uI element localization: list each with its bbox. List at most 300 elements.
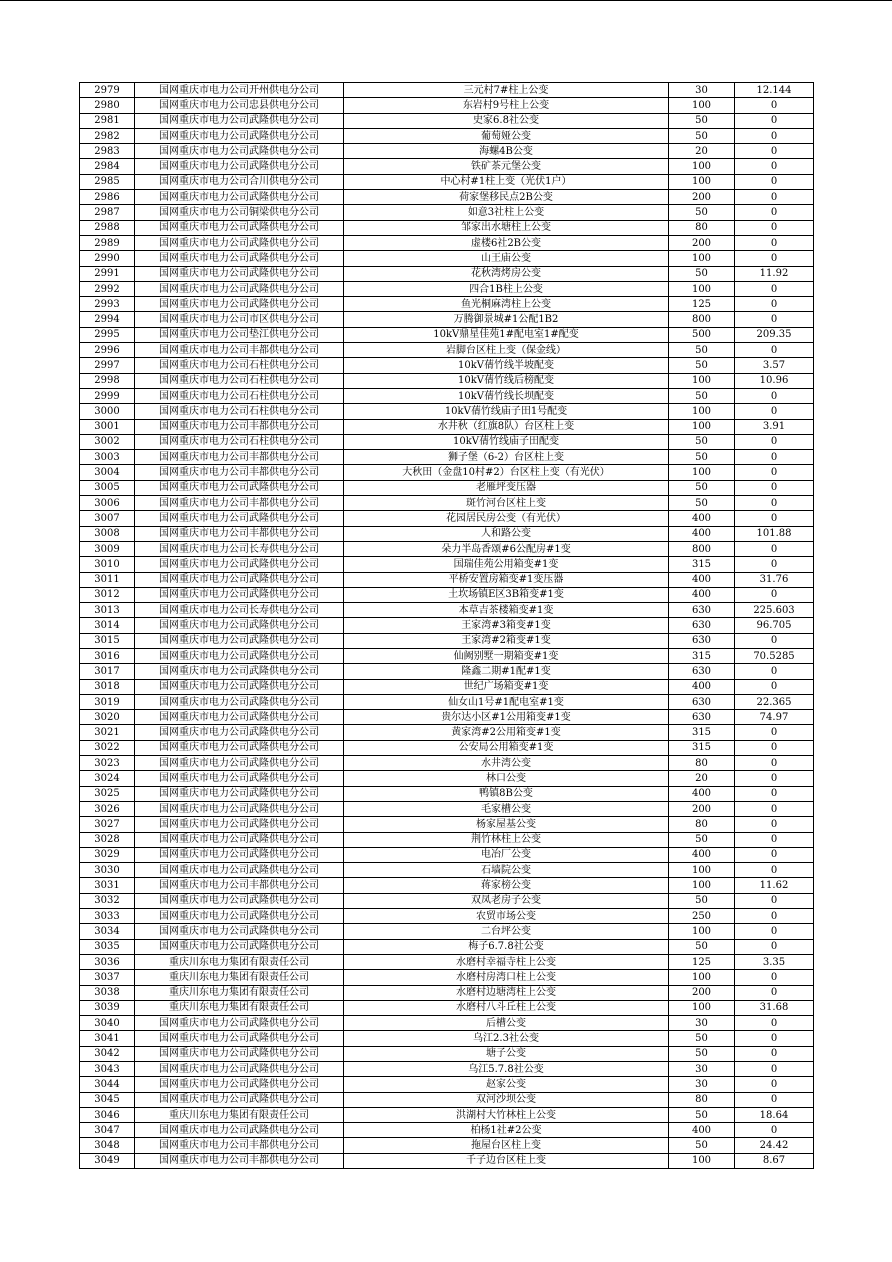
- transformer-name-cell: 林口公变: [344, 771, 669, 786]
- transformer-name-cell: 双河沙坝公变: [344, 1092, 669, 1107]
- value-cell: 0: [735, 220, 814, 235]
- value-cell: 0: [735, 541, 814, 556]
- capacity-cell: 630: [669, 633, 735, 648]
- company-cell: 国网重庆市电力公司丰都供电分公司: [135, 1138, 344, 1153]
- capacity-cell: 800: [669, 541, 735, 556]
- company-cell: 国网重庆市电力公司丰都供电分公司: [135, 1153, 344, 1168]
- capacity-cell: 50: [669, 358, 735, 373]
- row-number-cell: 3041: [80, 1031, 135, 1046]
- capacity-cell: 50: [669, 832, 735, 847]
- table-row: [80, 526, 814, 541]
- company-cell: 国网重庆市电力公司武隆供电分公司: [135, 1031, 344, 1046]
- capacity-cell: 315: [669, 725, 735, 740]
- value-cell: 0: [735, 450, 814, 465]
- capacity-cell: 30: [669, 83, 735, 98]
- table-row: [80, 710, 814, 725]
- table-row: [80, 511, 814, 526]
- table-row: [80, 893, 814, 908]
- row-number-cell: 3030: [80, 863, 135, 878]
- company-cell: 国网重庆市电力公司武隆供电分公司: [135, 281, 344, 296]
- company-cell: 国网重庆市电力公司合川供电分公司: [135, 174, 344, 189]
- value-cell: 12.144: [735, 83, 814, 98]
- row-number-cell: 2987: [80, 205, 135, 220]
- capacity-cell: 100: [669, 159, 735, 174]
- row-number-cell: 3037: [80, 970, 135, 985]
- company-cell: 国网重庆市电力公司武隆供电分公司: [135, 1077, 344, 1092]
- transformer-name-cell: 双凤老房子公变: [344, 893, 669, 908]
- transformer-name-cell: 平桥安置房箱变#1变压器: [344, 572, 669, 587]
- transformer-name-cell: 水磨村八斗丘柱上公变: [344, 1000, 669, 1015]
- value-cell: 22.365: [735, 694, 814, 709]
- value-cell: 0: [735, 771, 814, 786]
- table-row: [80, 603, 814, 618]
- value-cell: 0: [735, 113, 814, 128]
- value-cell: 0: [735, 725, 814, 740]
- value-cell: 0: [735, 847, 814, 862]
- transformer-name-cell: 邹家出水塘柱上公变: [344, 220, 669, 235]
- capacity-cell: 100: [669, 1153, 735, 1168]
- row-number-cell: 3012: [80, 587, 135, 602]
- row-number-cell: 3003: [80, 450, 135, 465]
- table-row: [80, 1107, 814, 1122]
- table-row: [80, 343, 814, 358]
- value-cell: 31.76: [735, 572, 814, 587]
- value-cell: 0: [735, 756, 814, 771]
- transformer-name-cell: 二台坪公变: [344, 924, 669, 939]
- value-cell: 24.42: [735, 1138, 814, 1153]
- value-cell: 0: [735, 801, 814, 816]
- table-row: [80, 465, 814, 480]
- company-cell: 国网重庆市电力公司丰都供电分公司: [135, 450, 344, 465]
- table-row: [80, 633, 814, 648]
- table-row: [80, 113, 814, 128]
- value-cell: 0: [735, 909, 814, 924]
- company-cell: 国网重庆市电力公司丰都供电分公司: [135, 419, 344, 434]
- row-number-cell: 3007: [80, 511, 135, 526]
- value-cell: 0: [735, 587, 814, 602]
- capacity-cell: 50: [669, 939, 735, 954]
- transformer-name-cell: 电冶厂公变: [344, 847, 669, 862]
- transformer-name-cell: 朵力半岛香颂#6公配房#1变: [344, 541, 669, 556]
- table-row: [80, 327, 814, 342]
- company-cell: 重庆川东电力集团有限责任公司: [135, 970, 344, 985]
- row-number-cell: 2983: [80, 144, 135, 159]
- transformer-name-cell: 四合1B柱上公变: [344, 281, 669, 296]
- table-row: [80, 694, 814, 709]
- row-number-cell: 3043: [80, 1062, 135, 1077]
- value-cell: 0: [735, 496, 814, 511]
- transformer-name-cell: 隆鑫二期#1配#1变: [344, 664, 669, 679]
- company-cell: 国网重庆市电力公司武隆供电分公司: [135, 664, 344, 679]
- table-row: [80, 144, 814, 159]
- company-cell: 国网重庆市电力公司长寿供电分公司: [135, 603, 344, 618]
- capacity-cell: 125: [669, 297, 735, 312]
- transformer-name-cell: 王家湾#3箱变#1变: [344, 618, 669, 633]
- capacity-cell: 80: [669, 817, 735, 832]
- value-cell: 10.96: [735, 373, 814, 388]
- value-cell: 8.67: [735, 1153, 814, 1168]
- company-cell: 国网重庆市电力公司武隆供电分公司: [135, 633, 344, 648]
- transformer-name-cell: 如意3社柱上公变: [344, 205, 669, 220]
- value-cell: 0: [735, 388, 814, 403]
- value-cell: 0: [735, 924, 814, 939]
- company-cell: 国网重庆市电力公司武隆供电分公司: [135, 113, 344, 128]
- transformer-name-cell: 老雁坪变压器: [344, 480, 669, 495]
- table-row: [80, 847, 814, 862]
- transformer-name-cell: 狮子堡（6-2）台区柱上变: [344, 450, 669, 465]
- transformer-name-cell: 贵尔达小区#1公用箱变#1变: [344, 710, 669, 725]
- company-cell: 国网重庆市电力公司武隆供电分公司: [135, 740, 344, 755]
- row-number-cell: 2994: [80, 312, 135, 327]
- row-number-cell: 3045: [80, 1092, 135, 1107]
- capacity-cell: 50: [669, 1046, 735, 1061]
- row-number-cell: 3036: [80, 954, 135, 969]
- capacity-cell: 100: [669, 404, 735, 419]
- company-cell: 国网重庆市电力公司铜梁供电分公司: [135, 205, 344, 220]
- row-number-cell: 3024: [80, 771, 135, 786]
- row-number-cell: 2986: [80, 190, 135, 205]
- capacity-cell: 50: [669, 113, 735, 128]
- value-cell: 0: [735, 1123, 814, 1138]
- company-cell: 国网重庆市电力公司武隆供电分公司: [135, 144, 344, 159]
- table-row: [80, 1062, 814, 1077]
- transformer-name-cell: 洪湖村大竹林柱上公变: [344, 1107, 669, 1122]
- company-cell: 国网重庆市电力公司武隆供电分公司: [135, 756, 344, 771]
- row-number-cell: 2996: [80, 343, 135, 358]
- transformer-name-cell: 10kV蒨竹线庙子田1号配变: [344, 404, 669, 419]
- transformer-name-cell: 仙阙别墅一期箱变#1变: [344, 648, 669, 663]
- capacity-cell: 80: [669, 1092, 735, 1107]
- company-cell: 国网重庆市电力公司武隆供电分公司: [135, 832, 344, 847]
- value-cell: 0: [735, 159, 814, 174]
- capacity-cell: 30: [669, 1077, 735, 1092]
- row-number-cell: 3046: [80, 1107, 135, 1122]
- value-cell: 0: [735, 786, 814, 801]
- table-row: [80, 220, 814, 235]
- value-cell: 101.88: [735, 526, 814, 541]
- table-row: [80, 817, 814, 832]
- capacity-cell: 100: [669, 251, 735, 266]
- value-cell: 0: [735, 863, 814, 878]
- table-row: [80, 404, 814, 419]
- row-number-cell: 3040: [80, 1016, 135, 1031]
- table-row: [80, 312, 814, 327]
- row-number-cell: 3017: [80, 664, 135, 679]
- table-row: [80, 205, 814, 220]
- transformer-name-cell: 斑竹河台区柱上变: [344, 496, 669, 511]
- value-cell: 209.35: [735, 327, 814, 342]
- capacity-cell: 200: [669, 801, 735, 816]
- capacity-cell: 50: [669, 266, 735, 281]
- transformer-name-cell: 东岩村9号柱上公变: [344, 98, 669, 113]
- row-number-cell: 3042: [80, 1046, 135, 1061]
- transformer-name-cell: 葡萄娅公变: [344, 128, 669, 143]
- table-row: [80, 1077, 814, 1092]
- value-cell: 0: [735, 98, 814, 113]
- table-row: [80, 1123, 814, 1138]
- transformer-name-cell: 水磨村幸福寺柱上公变: [344, 954, 669, 969]
- value-cell: 0: [735, 511, 814, 526]
- capacity-cell: 30: [669, 1016, 735, 1031]
- capacity-cell: 315: [669, 557, 735, 572]
- transformer-name-cell: 毛家槽公变: [344, 801, 669, 816]
- table-row: [80, 832, 814, 847]
- capacity-cell: 400: [669, 511, 735, 526]
- capacity-cell: 50: [669, 480, 735, 495]
- value-cell: 0: [735, 480, 814, 495]
- row-number-cell: 3020: [80, 710, 135, 725]
- row-number-cell: 3005: [80, 480, 135, 495]
- value-cell: 0: [735, 404, 814, 419]
- row-number-cell: 3022: [80, 740, 135, 755]
- transformer-name-cell: 本草吉茶楼箱变#1变: [344, 603, 669, 618]
- company-cell: 重庆川东电力集团有限责任公司: [135, 985, 344, 1000]
- table-row: [80, 756, 814, 771]
- company-cell: 国网重庆市电力公司武隆供电分公司: [135, 909, 344, 924]
- transformer-name-cell: 荷家堡移民点2B公变: [344, 190, 669, 205]
- table-row: [80, 450, 814, 465]
- company-cell: 国网重庆市电力公司武隆供电分公司: [135, 817, 344, 832]
- capacity-cell: 20: [669, 144, 735, 159]
- value-cell: 0: [735, 939, 814, 954]
- transformer-name-cell: 虚楼6社2B公变: [344, 235, 669, 250]
- table-row: [80, 1153, 814, 1168]
- table-row: [80, 297, 814, 312]
- row-number-cell: 3033: [80, 909, 135, 924]
- transformer-name-cell: 10kV蒨竹线半坡配变: [344, 358, 669, 373]
- value-cell: 0: [735, 128, 814, 143]
- capacity-cell: 50: [669, 893, 735, 908]
- value-cell: 18.64: [735, 1107, 814, 1122]
- transformer-name-cell: 水磨村房湾口柱上公变: [344, 970, 669, 985]
- transformer-name-cell: 王家湾#2箱变#1变: [344, 633, 669, 648]
- row-number-cell: 2990: [80, 251, 135, 266]
- row-number-cell: 2984: [80, 159, 135, 174]
- table-row: [80, 358, 814, 373]
- page-top-border: [0, 0, 892, 1]
- table-row: [80, 251, 814, 266]
- row-number-cell: 2980: [80, 98, 135, 113]
- table-row: [80, 771, 814, 786]
- value-cell: 0: [735, 465, 814, 480]
- value-cell: 0: [735, 144, 814, 159]
- row-number-cell: 2988: [80, 220, 135, 235]
- capacity-cell: 50: [669, 205, 735, 220]
- row-number-cell: 3002: [80, 434, 135, 449]
- table-row: [80, 924, 814, 939]
- transformer-name-cell: 杨家屋基公变: [344, 817, 669, 832]
- capacity-cell: 50: [669, 1107, 735, 1122]
- transformer-name-cell: 乌江5.7.8社公变: [344, 1062, 669, 1077]
- table-row: [80, 98, 814, 113]
- transformer-name-cell: 乌江2.3社公变: [344, 1031, 669, 1046]
- row-number-cell: 3044: [80, 1077, 135, 1092]
- capacity-cell: 630: [669, 694, 735, 709]
- value-cell: 70.5285: [735, 648, 814, 663]
- value-cell: 0: [735, 832, 814, 847]
- value-cell: 0: [735, 985, 814, 1000]
- capacity-cell: 200: [669, 190, 735, 205]
- capacity-cell: 500: [669, 327, 735, 342]
- table-row: [80, 679, 814, 694]
- row-number-cell: 2981: [80, 113, 135, 128]
- table-row: [80, 373, 814, 388]
- value-cell: 0: [735, 557, 814, 572]
- capacity-cell: 400: [669, 587, 735, 602]
- transformer-name-cell: 岩脚台区柱上变（保金线）: [344, 343, 669, 358]
- company-cell: 国网重庆市电力公司石柱供电分公司: [135, 434, 344, 449]
- company-cell: 重庆川东电力集团有限责任公司: [135, 1000, 344, 1015]
- table-row: [80, 648, 814, 663]
- capacity-cell: 630: [669, 603, 735, 618]
- value-cell: 0: [735, 434, 814, 449]
- value-cell: 0: [735, 664, 814, 679]
- transformer-name-cell: 10kV鼎星佳苑1#配电室1#配变: [344, 327, 669, 342]
- value-cell: 74.97: [735, 710, 814, 725]
- capacity-cell: 50: [669, 343, 735, 358]
- row-number-cell: 3047: [80, 1123, 135, 1138]
- row-number-cell: 2992: [80, 281, 135, 296]
- table-row: [80, 1000, 814, 1015]
- row-number-cell: 2979: [80, 83, 135, 98]
- capacity-cell: 50: [669, 128, 735, 143]
- transformer-name-cell: 山王庙公变: [344, 251, 669, 266]
- company-cell: 国网重庆市电力公司垫江供电分公司: [135, 327, 344, 342]
- value-cell: 0: [735, 1092, 814, 1107]
- capacity-cell: 630: [669, 664, 735, 679]
- capacity-cell: 100: [669, 1000, 735, 1015]
- row-number-cell: 3026: [80, 801, 135, 816]
- row-number-cell: 3009: [80, 541, 135, 556]
- company-cell: 国网重庆市电力公司武隆供电分公司: [135, 1016, 344, 1031]
- row-number-cell: 3021: [80, 725, 135, 740]
- capacity-cell: 400: [669, 786, 735, 801]
- transformer-name-cell: 千子边台区柱上变: [344, 1153, 669, 1168]
- company-cell: 国网重庆市电力公司武隆供电分公司: [135, 710, 344, 725]
- value-cell: 11.92: [735, 266, 814, 281]
- transformer-name-cell: 鸭镇8B公变: [344, 786, 669, 801]
- value-cell: 3.91: [735, 419, 814, 434]
- capacity-cell: 800: [669, 312, 735, 327]
- table-row: [80, 572, 814, 587]
- table-row: [80, 954, 814, 969]
- row-number-cell: 3011: [80, 572, 135, 587]
- table-row: [80, 863, 814, 878]
- company-cell: 国网重庆市电力公司武隆供电分公司: [135, 679, 344, 694]
- company-cell: 重庆川东电力集团有限责任公司: [135, 954, 344, 969]
- value-cell: 0: [735, 281, 814, 296]
- capacity-cell: 400: [669, 526, 735, 541]
- table-row: [80, 801, 814, 816]
- company-cell: 国网重庆市电力公司武隆供电分公司: [135, 648, 344, 663]
- capacity-cell: 400: [669, 572, 735, 587]
- company-cell: 国网重庆市电力公司武隆供电分公司: [135, 297, 344, 312]
- capacity-cell: 200: [669, 235, 735, 250]
- table-row: [80, 190, 814, 205]
- capacity-cell: 20: [669, 771, 735, 786]
- row-number-cell: 3031: [80, 878, 135, 893]
- company-cell: 国网重庆市电力公司武隆供电分公司: [135, 1046, 344, 1061]
- table-row: [80, 159, 814, 174]
- transformer-name-cell: 花秋湾烤房公变: [344, 266, 669, 281]
- company-cell: 国网重庆市电力公司石柱供电分公司: [135, 373, 344, 388]
- table-row: [80, 1138, 814, 1153]
- row-number-cell: 3035: [80, 939, 135, 954]
- row-number-cell: 2993: [80, 297, 135, 312]
- transformer-name-cell: 塘子公变: [344, 1046, 669, 1061]
- transformer-name-cell: 农贸市场公变: [344, 909, 669, 924]
- transformer-name-cell: 水井秋（红旗8队）台区柱上变: [344, 419, 669, 434]
- company-cell: 国网重庆市电力公司开州供电分公司: [135, 83, 344, 98]
- capacity-cell: 400: [669, 1123, 735, 1138]
- transformer-name-cell: 蒋家榜公变: [344, 878, 669, 893]
- capacity-cell: 50: [669, 1138, 735, 1153]
- table-row: [80, 1031, 814, 1046]
- company-cell: 国网重庆市电力公司石柱供电分公司: [135, 404, 344, 419]
- transformer-name-cell: 土坎场镇E区3B箱变#1变: [344, 587, 669, 602]
- transformer-name-cell: 黄家湾#2公用箱变#1变: [344, 725, 669, 740]
- table-row: [80, 266, 814, 281]
- company-cell: 国网重庆市电力公司武隆供电分公司: [135, 480, 344, 495]
- company-cell: 国网重庆市电力公司武隆供电分公司: [135, 847, 344, 862]
- table-row: [80, 419, 814, 434]
- capacity-cell: 315: [669, 648, 735, 663]
- company-cell: 国网重庆市电力公司武隆供电分公司: [135, 801, 344, 816]
- value-cell: 0: [735, 1016, 814, 1031]
- capacity-cell: 100: [669, 924, 735, 939]
- capacity-cell: 30: [669, 1062, 735, 1077]
- table-row: [80, 878, 814, 893]
- company-cell: 国网重庆市电力公司武隆供电分公司: [135, 128, 344, 143]
- company-cell: 国网重庆市电力公司武隆供电分公司: [135, 572, 344, 587]
- table-row: [80, 434, 814, 449]
- row-number-cell: 3049: [80, 1153, 135, 1168]
- company-cell: 国网重庆市电力公司武隆供电分公司: [135, 1062, 344, 1077]
- value-cell: 0: [735, 1077, 814, 1092]
- row-number-cell: 3019: [80, 694, 135, 709]
- value-cell: 0: [735, 633, 814, 648]
- company-cell: 国网重庆市电力公司武隆供电分公司: [135, 694, 344, 709]
- capacity-cell: 100: [669, 373, 735, 388]
- value-cell: 0: [735, 297, 814, 312]
- company-cell: 国网重庆市电力公司武隆供电分公司: [135, 786, 344, 801]
- table-row: [80, 664, 814, 679]
- capacity-cell: 50: [669, 388, 735, 403]
- company-cell: 国网重庆市电力公司武隆供电分公司: [135, 190, 344, 205]
- company-cell: 国网重庆市电力公司武隆供电分公司: [135, 251, 344, 266]
- row-number-cell: 2997: [80, 358, 135, 373]
- transformer-name-cell: 仙女山1号#1配电室#1变: [344, 694, 669, 709]
- transformer-name-cell: 水井湾公变: [344, 756, 669, 771]
- company-cell: 国网重庆市电力公司武隆供电分公司: [135, 587, 344, 602]
- company-cell: 国网重庆市电力公司武隆供电分公司: [135, 220, 344, 235]
- row-number-cell: 2985: [80, 174, 135, 189]
- value-cell: 0: [735, 1046, 814, 1061]
- table-row: [80, 587, 814, 602]
- company-cell: 国网重庆市电力公司武隆供电分公司: [135, 893, 344, 908]
- capacity-cell: 100: [669, 419, 735, 434]
- table-row: [80, 1016, 814, 1031]
- transformer-name-cell: 10kV蒨竹线后榜配变: [344, 373, 669, 388]
- value-cell: 0: [735, 740, 814, 755]
- transformer-name-cell: 中心村#1柱上变（光伏1户）: [344, 174, 669, 189]
- value-cell: 225.603: [735, 603, 814, 618]
- company-cell: 国网重庆市电力公司武隆供电分公司: [135, 618, 344, 633]
- transformer-name-cell: 海螺4B公变: [344, 144, 669, 159]
- row-number-cell: 3029: [80, 847, 135, 862]
- value-cell: 3.57: [735, 358, 814, 373]
- capacity-cell: 80: [669, 756, 735, 771]
